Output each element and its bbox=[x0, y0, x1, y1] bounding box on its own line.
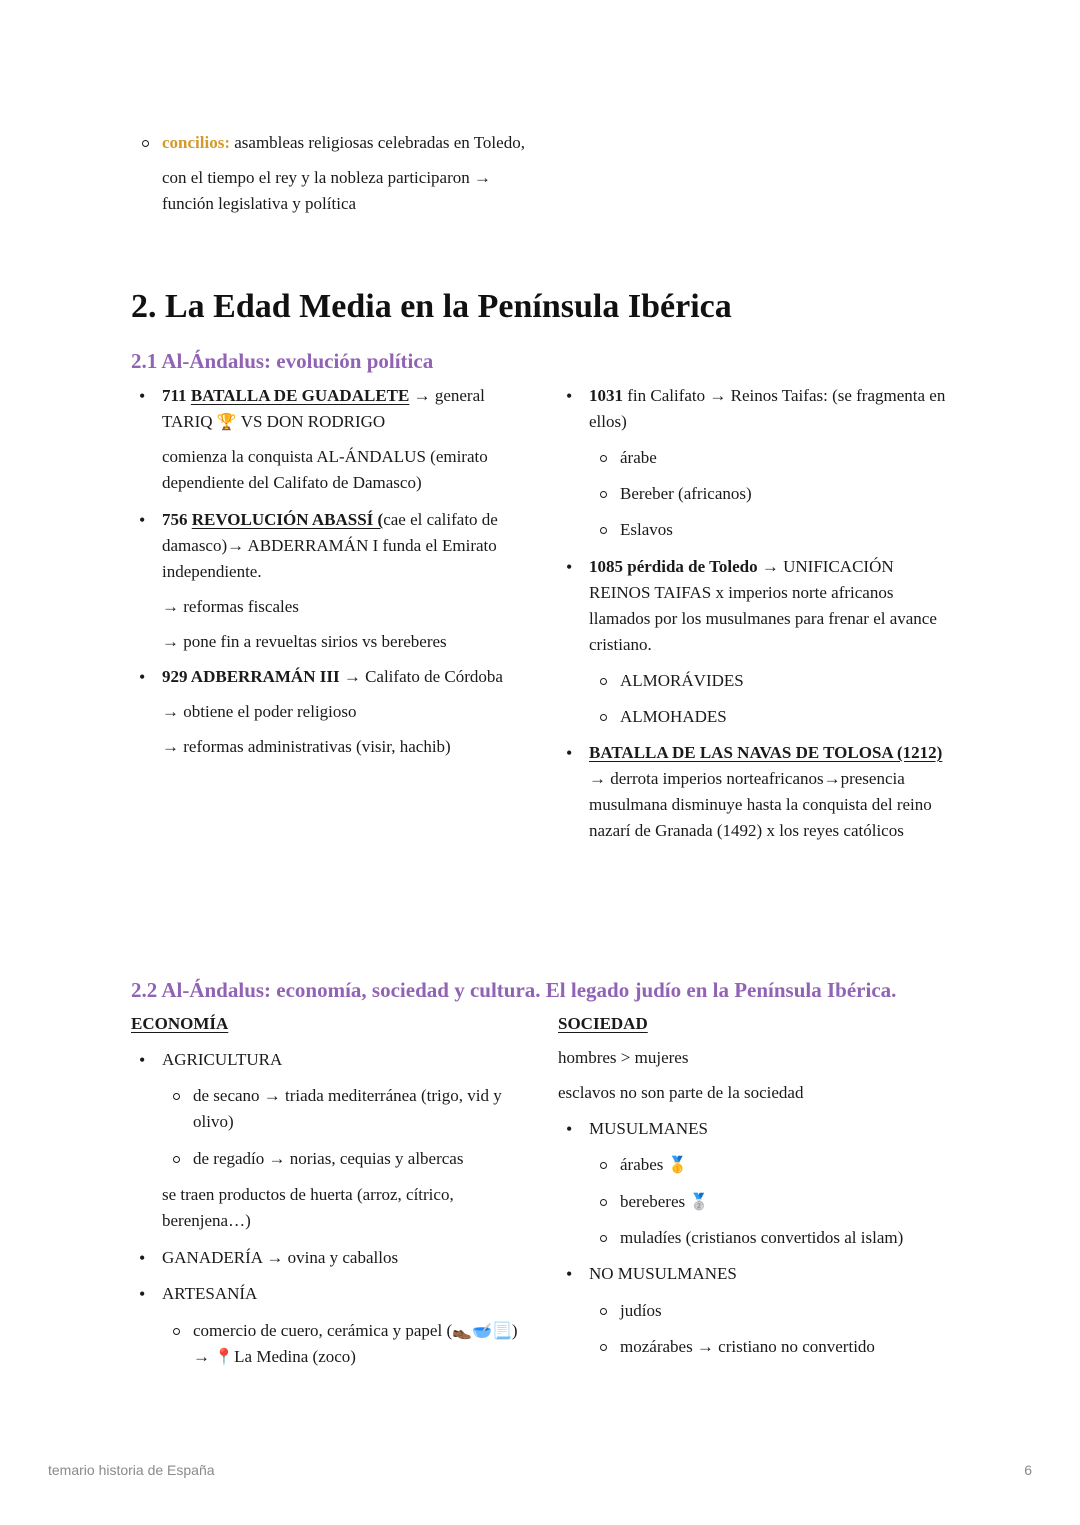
list-item-711 bbox=[131, 383, 521, 435]
muladies-item: muladíes (cristianos convertidos al islam) bbox=[558, 1225, 953, 1251]
musulmanes-item: • MUSULMANES bbox=[558, 1116, 953, 1142]
subsection-title-2-1: 2.1 Al-Ándalus: evolución política bbox=[131, 349, 434, 373]
event-abderraman-iii: 929 ADBERRAMÁN III bbox=[162, 667, 340, 686]
list-item-756 bbox=[131, 507, 521, 585]
politica-left-column bbox=[131, 383, 521, 760]
economia-column bbox=[131, 1011, 521, 1370]
comercio-text: comercio de cuero, cerámica y papel ( bbox=[193, 1321, 453, 1340]
concilios-text: asambleas religiosas celebradas en Toledo, bbox=[230, 133, 525, 152]
event-detail: → UNIFICACIÓN REINOS TAIFAS x imperios norte africanos llamados por los musulmanes para frenar el avance cristiano. bbox=[589, 557, 937, 654]
ganaderia-item: • GANADERÍA → ovina y caballos bbox=[131, 1245, 521, 1271]
sociedad-column bbox=[558, 1011, 953, 1360]
concilios-term: concilios: bbox=[162, 133, 230, 152]
silver-medal-icon: 🥈 bbox=[689, 1192, 710, 1211]
event-detail: fin Califato → Reinos Taifas: (se fragmenta en ellos) bbox=[589, 386, 946, 431]
sociedad-heading: SOCIEDAD bbox=[558, 1014, 648, 1033]
secano-item: de secano → triada mediterránea (trigo, vid y olivo) bbox=[131, 1083, 521, 1135]
event-detail: → Califato de Córdoba bbox=[339, 667, 503, 686]
medina-text: La Medina (zoco) bbox=[234, 1347, 356, 1366]
economia-heading: ECONOMÍA bbox=[131, 1014, 229, 1033]
event-toledo: 1085 pérdida de Toledo bbox=[589, 557, 758, 576]
concilios-item bbox=[100, 130, 531, 156]
event-abassi: REVOLUCIÓN ABASSÍ ( bbox=[191, 510, 384, 529]
note-poder-religioso: → obtiene el poder religioso bbox=[162, 702, 357, 721]
list-item-navas-de-tolosa bbox=[558, 740, 953, 844]
sociedad-line-2: esclavos no son parte de la sociedad bbox=[558, 1083, 804, 1102]
list-item-1031 bbox=[558, 383, 953, 435]
page-number: 6 bbox=[1024, 1462, 1032, 1478]
note-reformas-admin: → reformas administrativas (visir, hachib) bbox=[162, 737, 451, 756]
top-fragment bbox=[131, 130, 531, 217]
mozarabes-item: mozárabes → cristiano no convertido bbox=[558, 1334, 953, 1360]
huerta-note: se traen productos de huerta (arroz, cítrico, berenjena…) bbox=[162, 1185, 454, 1230]
no-musulmanes-item: • NO MUSULMANES bbox=[558, 1261, 953, 1287]
judios-item: judíos bbox=[558, 1298, 953, 1324]
taifa-item: Eslavos bbox=[558, 517, 953, 543]
section-heading: 2. La Edad Media en la Península Ibérica bbox=[131, 288, 732, 325]
conquest-note: comienza la conquista AL-ÁNDALUS (emirato dependiente del Califato de Damasco) bbox=[162, 447, 488, 492]
politica-right-column bbox=[558, 383, 953, 844]
footer-title: temario historia de España bbox=[48, 1462, 215, 1478]
arabes-item bbox=[558, 1152, 953, 1178]
event-guadalete: BATALLA DE GUADALETE bbox=[190, 386, 410, 405]
goods-icons: 👞🥣📃 bbox=[452, 1321, 512, 1340]
year-1212: (1212) bbox=[897, 743, 943, 762]
event-detail: cae el califato de damasco)→ ABDERRAMÁN I funda el Emirato independiente. bbox=[162, 510, 498, 581]
sociedad-line-1: hombres > mujeres bbox=[558, 1048, 689, 1067]
list-item-929 bbox=[131, 664, 521, 690]
trophy-icon: 🏆 bbox=[216, 412, 237, 431]
gold-medal-icon: 🥇 bbox=[667, 1155, 688, 1174]
agricultura-item: • AGRICULTURA bbox=[131, 1047, 521, 1073]
event-detail: → derrota imperios norteafricanos→presencia musulmana disminuye hasta la conquista del reino nazarí de Granada (1492) x los reyes católicos bbox=[589, 769, 932, 840]
taifa-item: árabe bbox=[558, 445, 953, 471]
year-1031: 1031 bbox=[589, 386, 623, 405]
empire-item: ALMORÁVIDES bbox=[558, 668, 953, 694]
empire-item: ALMOHADES bbox=[558, 704, 953, 730]
arabes-text: árabes bbox=[620, 1155, 668, 1174]
artesania-item: • ARTESANÍA bbox=[131, 1281, 521, 1307]
comercio-item bbox=[131, 1318, 521, 1370]
reform-revueltas: → pone fin a revueltas sirios vs bereberes bbox=[162, 632, 447, 651]
comercio-arrow: ) → bbox=[193, 1321, 518, 1366]
regadio-item: de regadío → norias, cequias y albercas bbox=[131, 1146, 521, 1172]
concilios-continuation: con el tiempo el rey y la nobleza participaron → función legislativa y política bbox=[162, 168, 492, 213]
subsection-title-2-2: 2.2 Al-Ándalus: economía, sociedad y cultura. El legado judío en la Península Ibérica. bbox=[131, 978, 897, 1002]
pin-icon: 📍 bbox=[214, 1347, 235, 1366]
bereberes-text: bereberes bbox=[620, 1192, 690, 1211]
taifa-item: Bereber (africanos) bbox=[558, 481, 953, 507]
event-detail: → general TARIQ bbox=[162, 386, 485, 431]
list-item-1085 bbox=[558, 554, 953, 658]
reform-fiscal: → reformas fiscales bbox=[162, 597, 299, 616]
year-756: 756 bbox=[162, 510, 192, 529]
bereberes-item bbox=[558, 1189, 953, 1215]
event-navas-de-tolosa: BATALLA DE LAS NAVAS DE TOLOSA bbox=[589, 743, 898, 762]
year-711: 711 bbox=[162, 386, 191, 405]
event-detail-2: VS DON RODRIGO bbox=[236, 412, 386, 431]
